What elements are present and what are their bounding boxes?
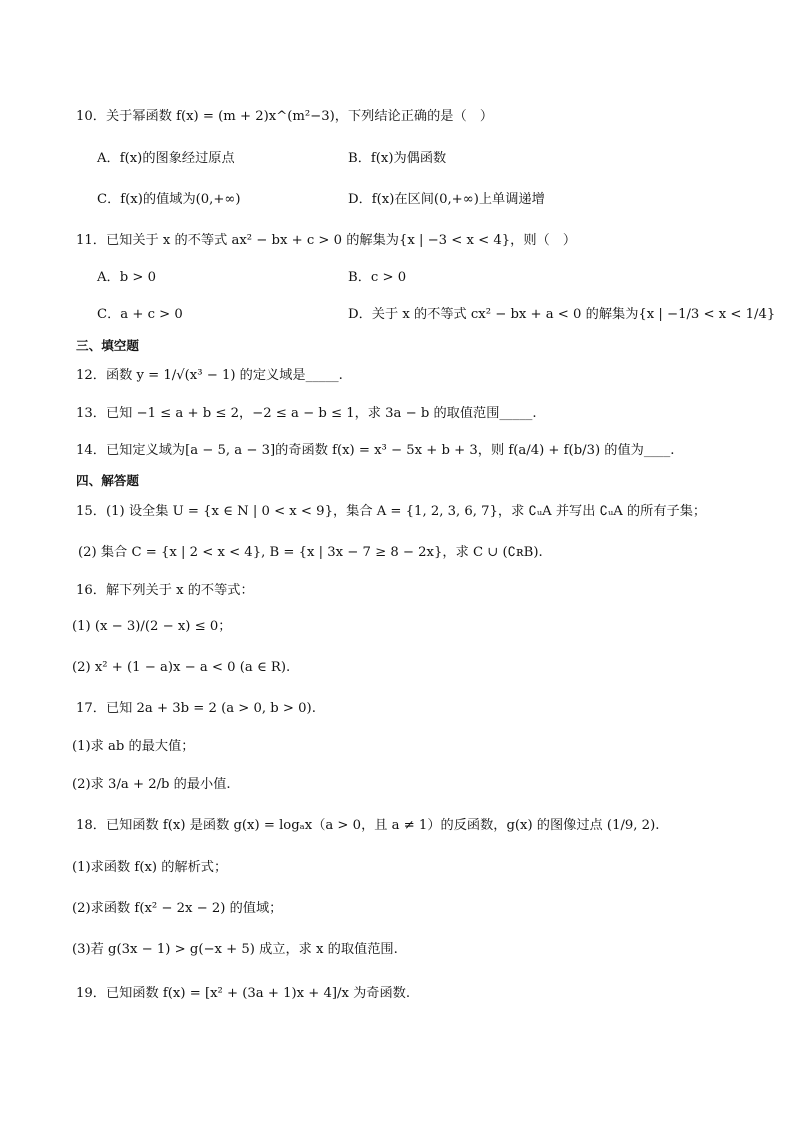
- q11-option-c: C．a + c > 0: [97, 307, 183, 322]
- q11-stem: 11．已知关于 x 的不等式 ax² − bx + c > 0 的解集为{x | −3 < x < 4}，则（ ）: [76, 233, 577, 248]
- q10-stem: 10．关于幂函数 f(x) = (m + 2)x^(m²−3)，下列结论正确的是（ ）: [76, 109, 494, 124]
- q16-part1: (1) (x − 3)/(2 − x) ≤ 0；: [72, 619, 232, 634]
- q14-text: 14．已知定义域为[a − 5, a − 3]的奇函数 f(x) = x³ − 5x + b + 3，则 f(a/4) + f(b/3) 的值为____.: [76, 443, 675, 458]
- q10-option-d: D．f(x)在区间(0,+∞)上单调递增: [348, 192, 545, 207]
- q18-part2: (2)求函数 f(x² − 2x − 2) 的值域；: [72, 901, 283, 916]
- q17-stem: 17．已知 2a + 3b = 2 (a > 0, b > 0).: [76, 701, 316, 716]
- q15-part2: (2) 集合 C = {x | 2 < x < 4}, B = {x | 3x − 7 ≥ 8 − 2x}，求 C ∪ (∁ʀB).: [78, 545, 543, 560]
- section-fill-in-heading: 三、填空题: [76, 338, 139, 353]
- q18-part3: (3)若 g(3x − 1) > g(−x + 5) 成立，求 x 的取值范围.: [72, 942, 398, 957]
- q11-option-a: A．b > 0: [97, 270, 156, 285]
- q12-text: 12．函数 y = 1/√(x³ − 1) 的定义域是_____.: [76, 368, 343, 383]
- q15-part1: 15．(1) 设全集 U = {x ∈ N | 0 < x < 9}，集合 A = {1, 2, 3, 6, 7}，求 ∁ᵤA 并写出 ∁ᵤA 的所有子集；: [76, 504, 707, 519]
- q16-part2: (2) x² + (1 − a)x − a < 0 (a ∈ R).: [72, 660, 291, 675]
- q13-text: 13．已知 −1 ≤ a + b ≤ 2，−2 ≤ a − b ≤ 1，求 3a − b 的取值范围_____.: [76, 406, 537, 421]
- q10-option-a: A．f(x)的图象经过原点: [97, 151, 235, 166]
- q18-stem: 18．已知函数 f(x) 是函数 g(x) = logₐx（a > 0，且 a ≠ 1）的反函数，g(x) 的图像过点 (1/9, 2).: [76, 818, 660, 833]
- q18-part1: (1)求函数 f(x) 的解析式；: [72, 860, 228, 875]
- q17-part1: (1)求 ab 的最大值；: [72, 739, 195, 754]
- q11-option-b: B．c > 0: [348, 270, 407, 285]
- section-answer-heading: 四、解答题: [76, 473, 139, 488]
- q19-stem: 19．已知函数 f(x) = [x² + (3a + 1)x + 4]/x 为奇函数.: [76, 986, 411, 1001]
- q17-part2: (2)求 3/a + 2/b 的最小值.: [72, 777, 231, 792]
- q11-option-d: D．关于 x 的不等式 cx² − bx + a < 0 的解集为{x | −1/3 < x < 1/4}: [348, 307, 776, 322]
- q10-option-c: C．f(x)的值域为(0,+∞): [97, 192, 241, 207]
- q10-option-b: B．f(x)为偶函数: [348, 151, 447, 166]
- q16-stem: 16．解下列关于 x 的不等式：: [76, 583, 254, 598]
